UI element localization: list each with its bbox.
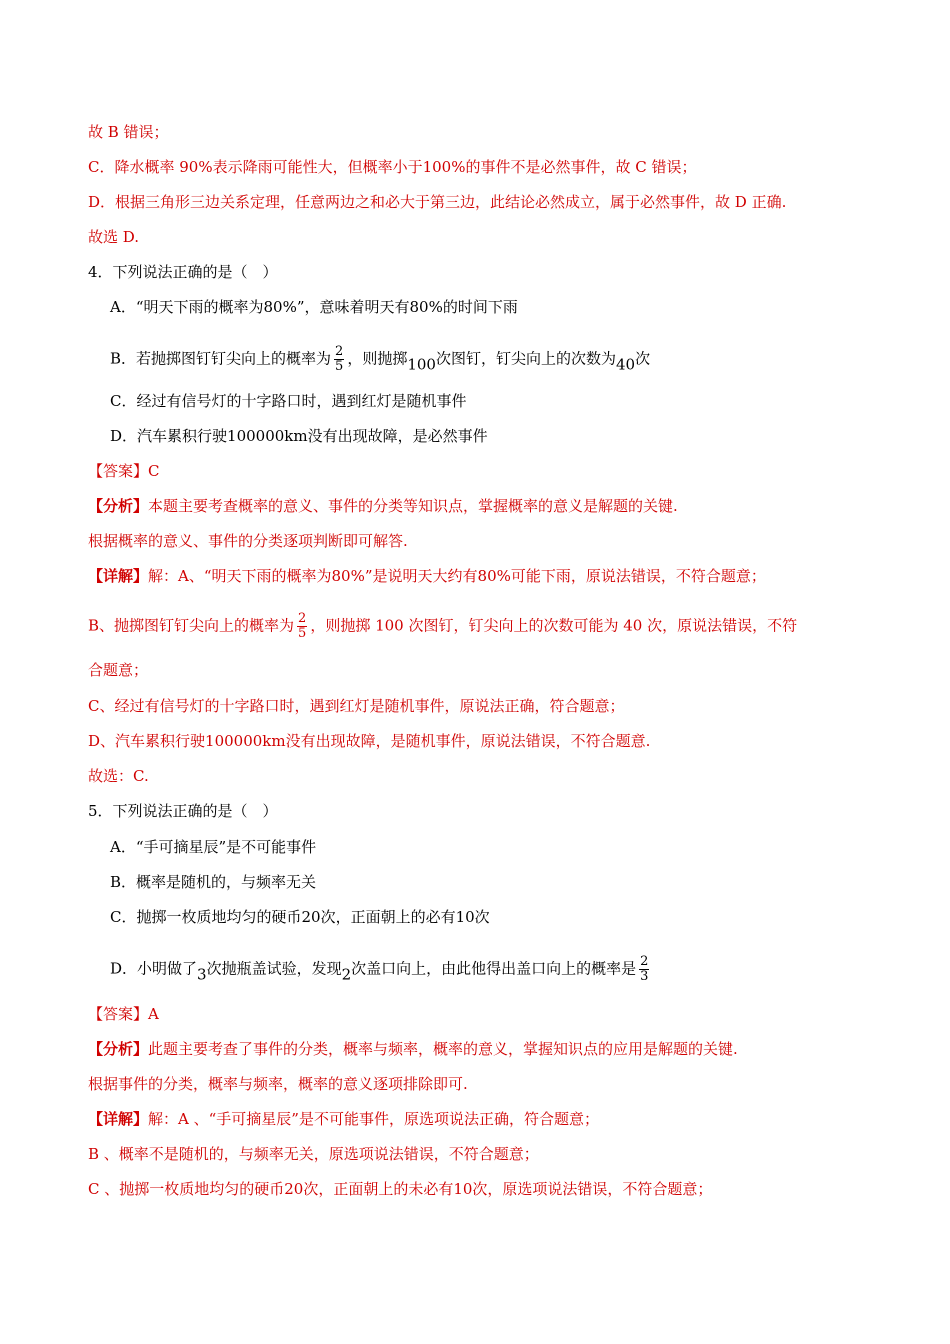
- q4-option-a: A．“明天下雨的概率为80%”，意味着明天有80%的时间下雨: [110, 298, 518, 316]
- q4-option-b-text-2: ，则抛掷: [347, 349, 408, 368]
- q4-stem: 4．下列说法正确的是（ ）: [88, 263, 278, 281]
- q4-option-b-text-3: 次图钉，钉尖向上的次数为: [435, 349, 616, 368]
- q4-option-c: C．经过有信号灯的十字路口时，遇到红灯是随机事件: [110, 392, 467, 410]
- q4-detail-2-text: B、抛掷图钉钉尖向上的概率为: [88, 616, 295, 635]
- q4-analysis: [88, 496, 678, 516]
- q4-detail-2b: 合题意；: [88, 661, 149, 679]
- prev-line-3: D．根据三角形三边关系定理，任意两边之和必大于第三边，此结论必然成立，属于必然事件，故 D 正确.: [88, 193, 787, 211]
- q5-option-d-text-2: 次抛瓶盖试验，发现: [206, 959, 342, 978]
- q5-option-b: B．概率是随机的，与频率无关: [110, 873, 317, 891]
- q4-option-b-text: B．若抛掷图钉钉尖向上的概率为: [110, 349, 332, 368]
- q5-detail-3: C 、抛掷一枚质地均匀的硬币20次，正面朝上的未必有10次，原选项说法错误，不符合题意；: [88, 1180, 713, 1198]
- q5-option-d-text: D．小明做了: [110, 959, 198, 978]
- q5-option-d: [110, 955, 652, 985]
- fraction-numerator: 2: [640, 954, 649, 969]
- q5-option-d-3: 3: [197, 965, 207, 984]
- q4-detail-text: 解：A、“明天下雨的概率为80%”是说明天大约有80%可能下雨，原说法错误，不符合题意；: [148, 567, 766, 585]
- q5-option-d-text-3: 次盖口向上，由此他得出盖口向上的概率是: [351, 959, 637, 978]
- q5-stem: 5．下列说法正确的是（ ）: [88, 802, 278, 820]
- q4-option-b-100: 100: [407, 355, 436, 374]
- fraction-denominator: 3: [640, 969, 649, 984]
- q5-detail-tag: 【详解】: [88, 1110, 149, 1128]
- fraction-numerator: 2: [298, 611, 307, 626]
- q5-detail-1: [88, 1109, 599, 1129]
- q5-option-c: C．抛掷一枚质地均匀的硬币20次，正面朝上的必有10次: [110, 908, 490, 926]
- q4-option-b-40: 40: [615, 355, 636, 374]
- q4-option-b: [110, 345, 650, 375]
- q4-option-d: D．汽车累积行驶100000km没有出现故障，是必然事件: [110, 427, 488, 445]
- q4-detail-3: C、经过有信号灯的十字路口时，遇到红灯是随机事件，原说法正确，符合题意；: [88, 697, 625, 715]
- q4-analysis-2: 根据概率的意义、事件的分类逐项判断即可解答.: [88, 532, 408, 550]
- q5-option-d-fraction: [639, 955, 649, 984]
- fraction-numerator: 2: [335, 344, 344, 359]
- q4-analysis-tag: 【分析】: [88, 497, 149, 515]
- q5-analysis-2: 根据事件的分类，概率与频率，概率的意义逐项排除即可.: [88, 1075, 468, 1093]
- q5-detail-2: B 、概率不是随机的，与频率无关，原选项说法错误，不符合题意；: [88, 1145, 539, 1163]
- q4-detail-2-text-2: ，则抛掷 100 次图钉，钉尖向上的次数可能为 40 次，原说法错误，不符: [310, 616, 798, 635]
- q5-answer: 【答案】A: [88, 1005, 159, 1023]
- q4-detail-5: 故选：C.: [88, 767, 149, 785]
- q5-option-d-2: 2: [341, 965, 352, 984]
- q5-analysis: [88, 1039, 738, 1059]
- q4-analysis-text: 本题主要考查概率的意义、事件的分类等知识点，掌握概率的意义是解题的关键.: [148, 497, 678, 515]
- q5-analysis-tag: 【分析】: [88, 1040, 149, 1058]
- prev-line-2: C．降水概率 90%表示降雨可能性大，但概率小于100%的事件不是必然事件，故 C 错误；: [88, 158, 697, 176]
- q4-option-b-fraction: [334, 345, 344, 374]
- q4-detail-4: D、汽车累积行驶100000km没有出现故障，是随机事件，原说法错误，不符合题意.: [88, 732, 651, 750]
- q4-detail-2: [88, 612, 797, 641]
- q4-option-b-text-4: 次: [635, 349, 651, 368]
- q4-detail-tag: 【详解】: [88, 567, 149, 585]
- q5-detail-text: 解：A 、“手可摘星辰”是不可能事件，原选项说法正确，符合题意；: [148, 1110, 599, 1128]
- prev-line-4: 故选 D.: [88, 228, 140, 246]
- fraction-denominator: 5: [298, 626, 307, 641]
- fraction-denominator: 5: [335, 359, 344, 374]
- q4-detail-1: [88, 566, 766, 586]
- q4-detail-2-fraction: [297, 612, 307, 641]
- q5-analysis-text: 此题主要考查了事件的分类，概率与频率，概率的意义，掌握知识点的应用是解题的关键.: [148, 1040, 738, 1058]
- q4-answer: 【答案】C: [88, 462, 160, 480]
- prev-line-1: 故 B 错误；: [88, 123, 169, 141]
- q5-option-a: A．“手可摘星辰”是不可能事件: [110, 838, 317, 856]
